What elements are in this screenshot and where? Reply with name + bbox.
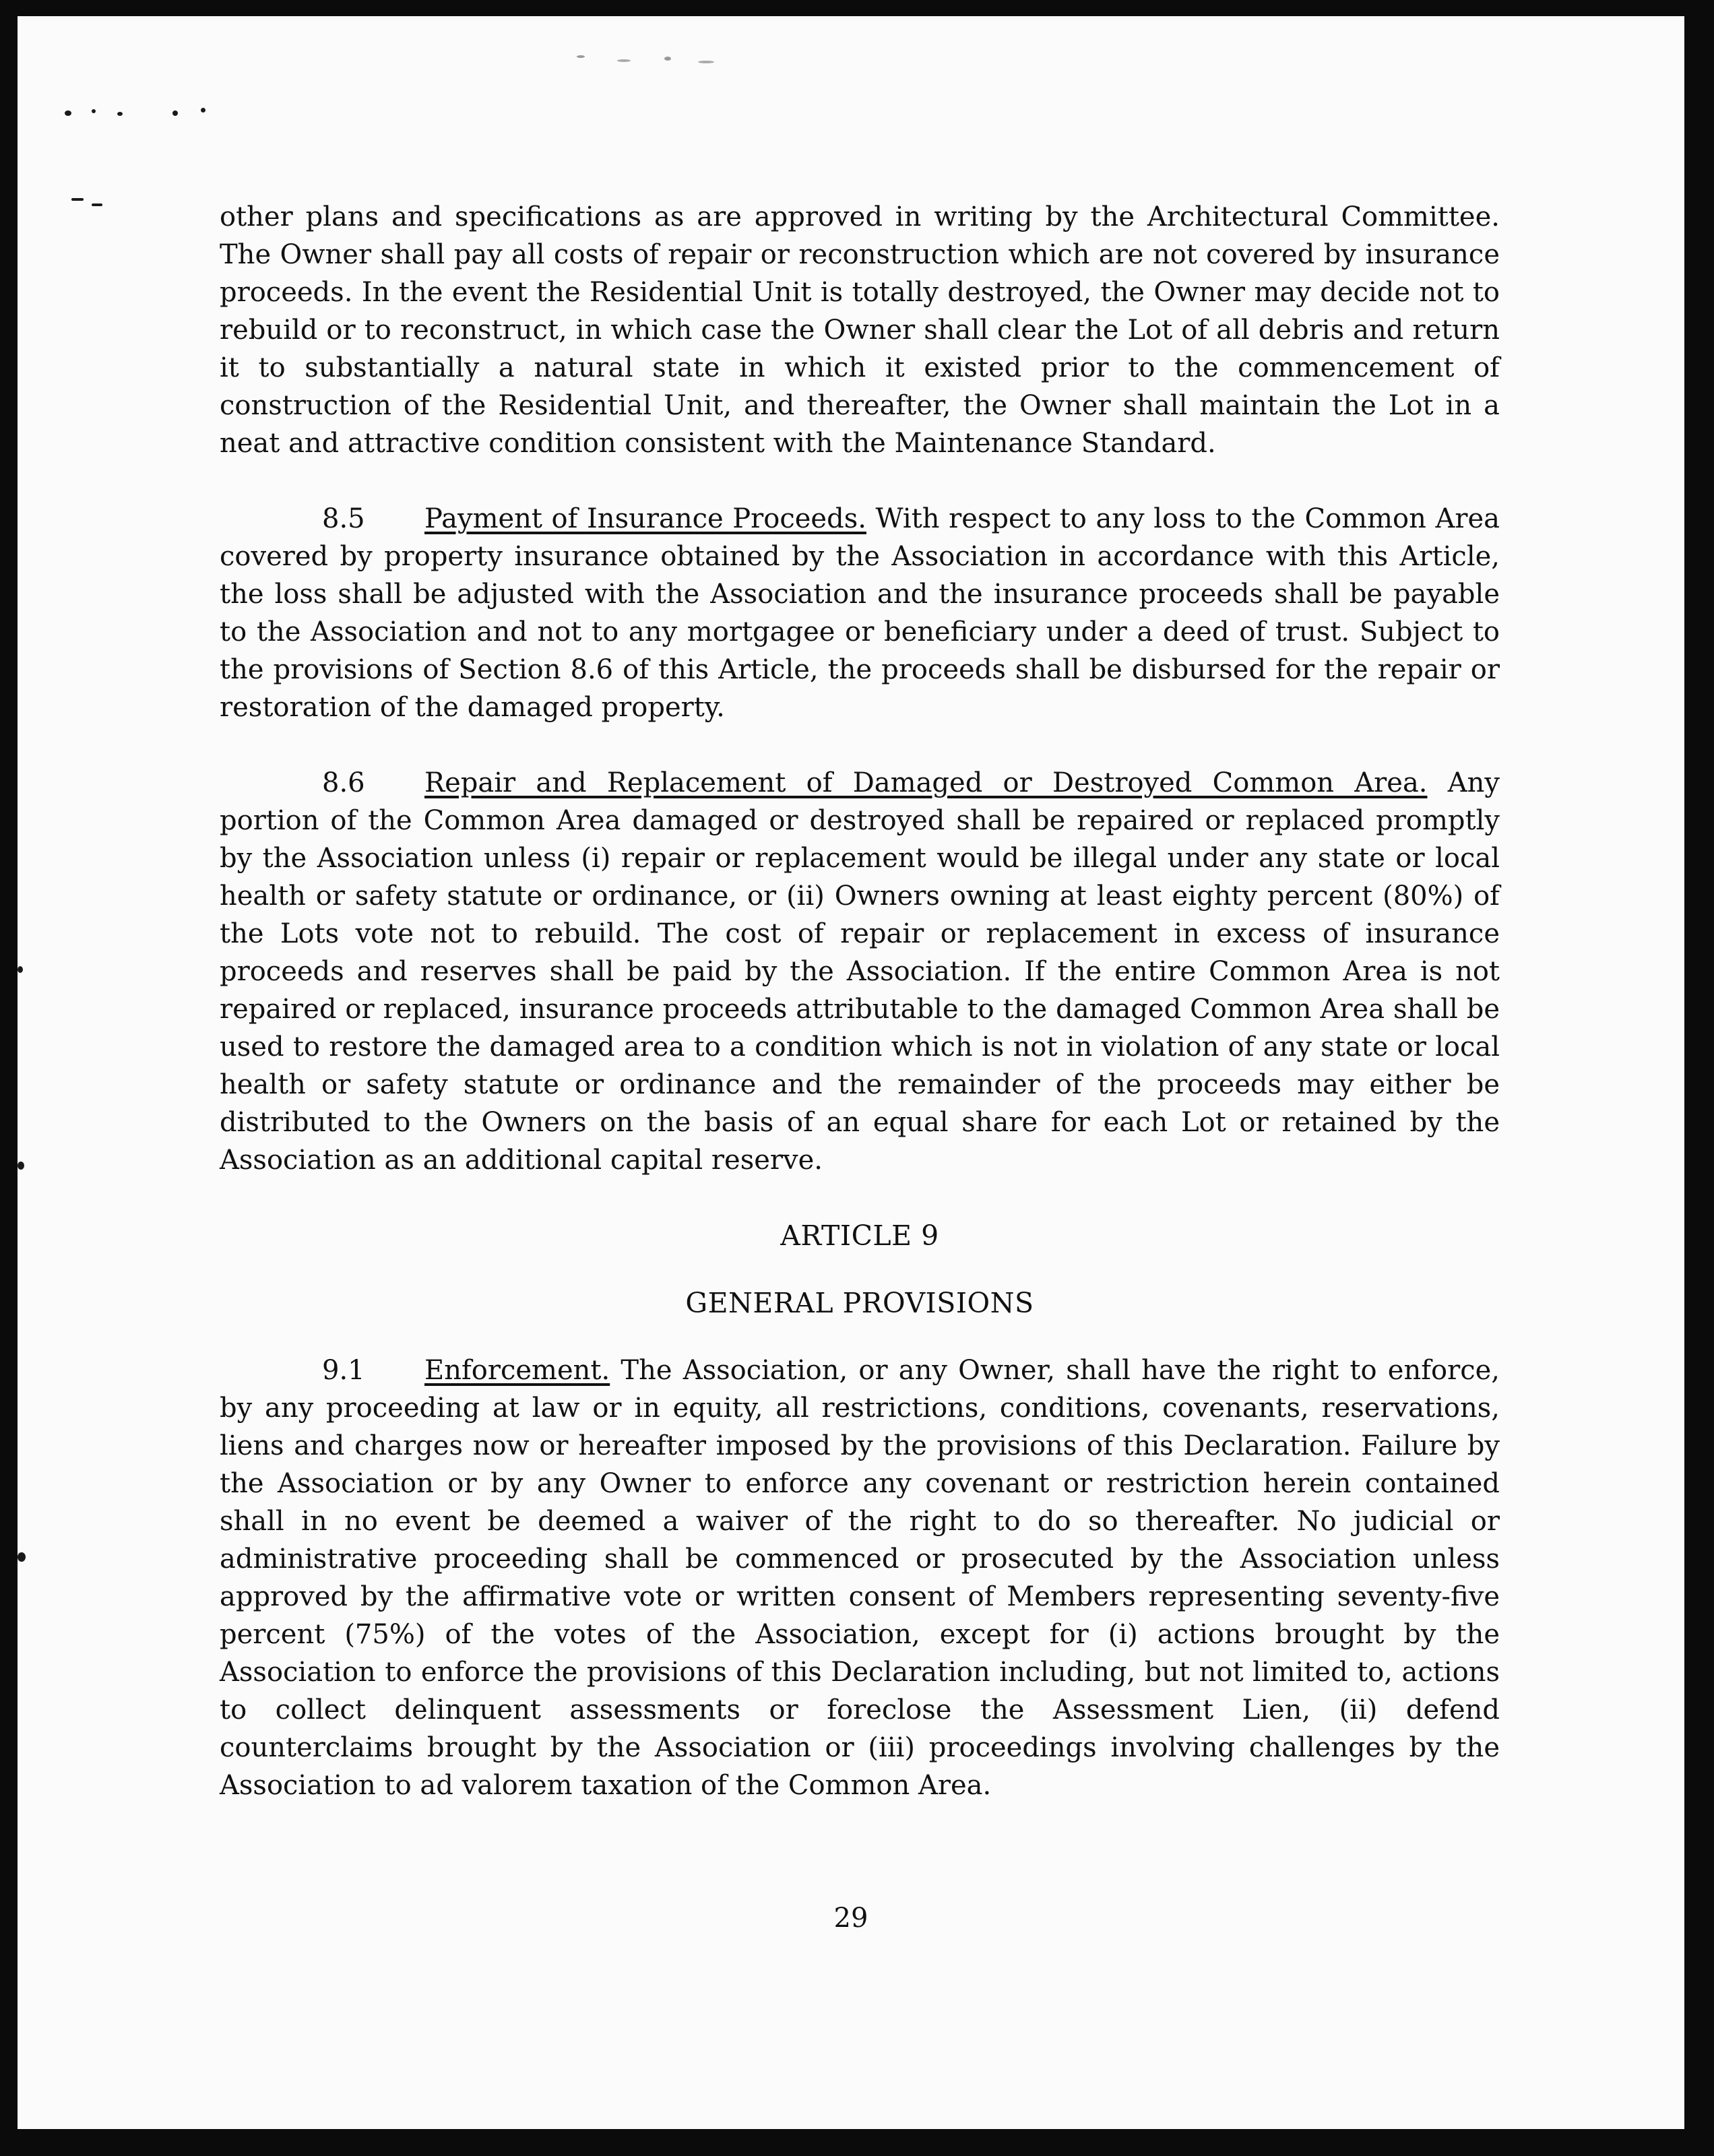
scan-speck xyxy=(92,109,96,113)
section-8-5 xyxy=(220,500,1500,726)
article-number: ARTICLE 9 xyxy=(780,1219,939,1252)
scan-speck xyxy=(71,198,84,201)
section-title: Payment of Insurance Proceeds. xyxy=(424,503,866,534)
section-8-6 xyxy=(220,764,1500,1179)
document-page xyxy=(18,16,1684,2129)
scan-speck xyxy=(201,108,205,113)
section-number: 8.6 xyxy=(322,767,365,798)
document-body xyxy=(220,198,1500,1842)
section-9-1 xyxy=(220,1352,1500,1804)
scan-speck xyxy=(18,1162,24,1170)
scan-speck xyxy=(577,55,585,58)
section-body: The Association, or any Owner, shall have the right to enforce, by any proceeding at law or in equity, all restrictions, conditions, covenants, reservations, liens and charges now or hereafter imposed by the provisions of this Declaration. Failure by the Association or by any Owner to enforce any covenant or restriction herein contained shall in no event be deemed a waiver of the right to do so thereafter. No judicial or administrative proceeding shall be commenced or prosecuted by the Association unless approved by the affirmative vote or written consent of Members representing seventy-five percent (75%) of the votes of the Association, except for (i) actions brought by the Association to enforce the provisions of this Declaration including, but not limited to, actions to collect delinquent assessments or foreclose the Assessment Lien, (ii) defend counterclaims brought by the Association or (iii) proceedings involving challenges by the Association to ad valorem taxation of the Common Area. xyxy=(220,1355,1500,1801)
scan-speck xyxy=(664,57,671,61)
intro-paragraph: other plans and specifications as are approved in writing by the Architectural Committee. The Owner shall pay all costs of repair or reconstruction which are not covered by insurance proceeds. In the event the Residential Unit is totally destroyed, the Owner may decide not to rebuild or to reconstruct, in which case the Owner shall clear the Lot of all debris and return it to substantially a natural state in which it existed prior to the commencement of construction of the Residential Unit, and thereafter, the Owner shall maintain the Lot in a neat and attractive condition consistent with the Maintenance Standard. xyxy=(220,201,1500,459)
scan-speck xyxy=(698,61,714,63)
scan-speck xyxy=(172,110,178,116)
page-number: 29 xyxy=(833,1903,868,1934)
scan-speck xyxy=(92,203,102,206)
scan-speck xyxy=(117,112,123,116)
article-title: GENERAL PROVISIONS xyxy=(685,1287,1034,1319)
scan-speck xyxy=(18,1552,26,1562)
scan-speck xyxy=(617,59,631,62)
section-body: With respect to any loss to the Common Area covered by property insurance obtained by the Association in accordance with this Article, the loss shall be adjusted with the Association and the insurance proceeds shall be payable to the Association and not to any mortgagee or beneficiary under a deed of trust. Subject to the provisions of Section 8.6 of this Article, the proceeds shall be disbursed for the repair or restoration of the damaged property. xyxy=(220,503,1500,723)
section-title: Repair and Replacement of Damaged or Destroyed Common Area. xyxy=(424,767,1428,798)
scan-speck xyxy=(18,966,23,973)
section-title: Enforcement. xyxy=(424,1355,610,1386)
section-body: Any portion of the Common Area damaged or destroyed shall be repaired or replaced promptly by the Association unless (i) repair or replacement would be illegal under any state or local health or safety statute or ordinance, or (ii) Owners owning at least eighty percent (80%) of the Lots vote not to rebuild. The cost of repair or replacement in excess of insurance proceeds and reserves shall be paid by the Association. If the entire Common Area is not repaired or replaced, insurance proceeds attributable to the damaged Common Area shall be used to restore the damaged area to a condition which is not in violation of any state or local health or safety statute or ordinance and the remainder of the proceeds may either be distributed to the Owners on the basis of an equal share for each Lot or retained by the Association as an additional capital reserve. xyxy=(220,767,1500,1176)
section-number: 8.5 xyxy=(322,503,365,534)
scan-speck xyxy=(65,110,71,116)
section-number: 9.1 xyxy=(322,1355,365,1386)
